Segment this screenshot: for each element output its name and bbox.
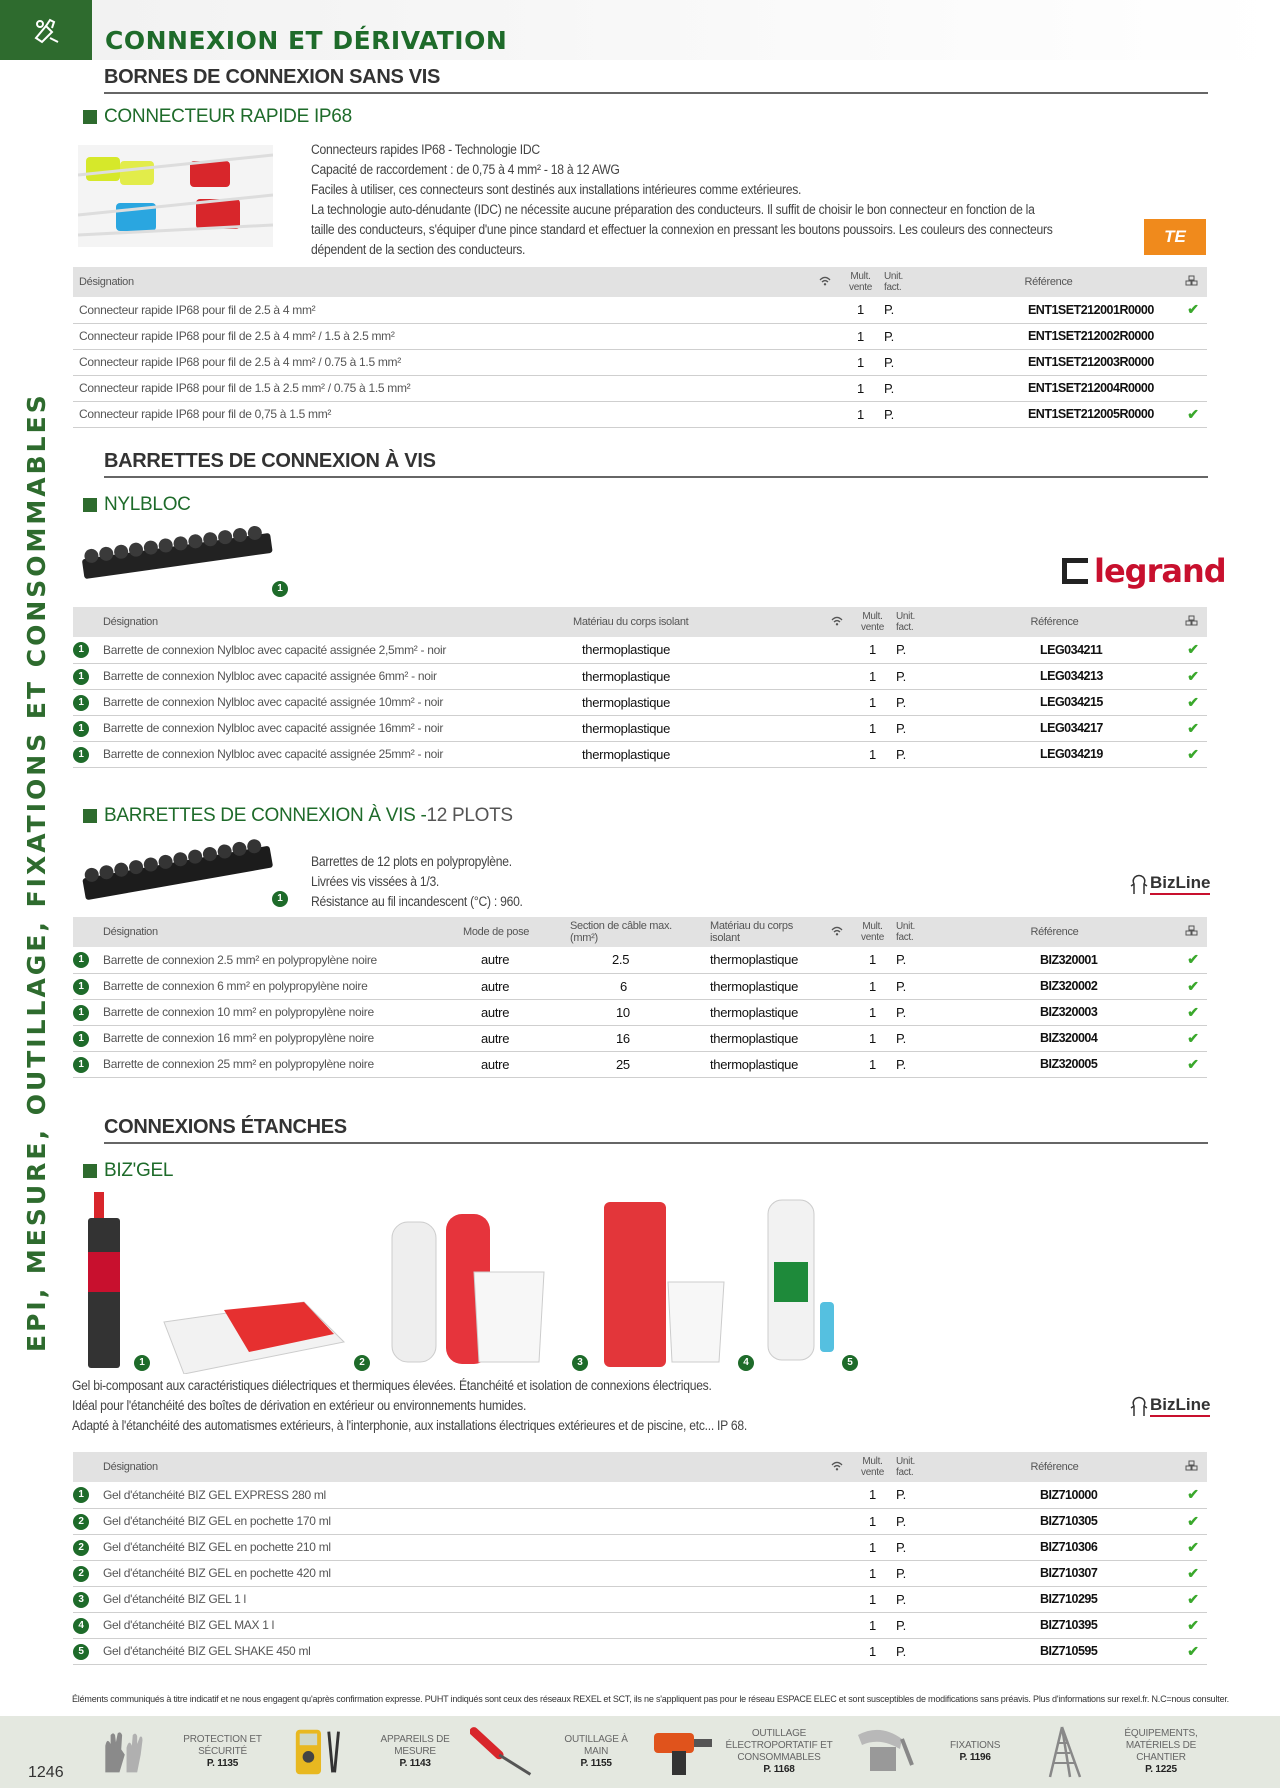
table-row xyxy=(73,1482,1207,1508)
section1-description xyxy=(311,140,1053,260)
table-row xyxy=(73,1586,1207,1612)
mode: autre xyxy=(457,999,564,1025)
reference[interactable]: BIZ320005 xyxy=(930,1051,1179,1077)
mult: 1 xyxy=(855,663,890,689)
stock-icon xyxy=(1179,1452,1207,1482)
unit: P. xyxy=(890,1534,930,1560)
subsection-label: NYLBLOC xyxy=(104,494,191,515)
nav-fixations[interactable] xyxy=(850,1724,1020,1780)
col-designation: Désignation xyxy=(97,1452,825,1482)
subsection-label: BIZ'GEL xyxy=(104,1160,174,1181)
wifi-icon xyxy=(813,267,843,297)
check-icon: ✔ xyxy=(1179,689,1207,715)
image-number-badge: 3 xyxy=(572,1355,588,1371)
check-icon: ✔ xyxy=(1179,1482,1207,1508)
bizline-mascot-icon xyxy=(1128,872,1150,896)
item-number-badge: 1 xyxy=(73,1057,89,1073)
item-number-badge: 4 xyxy=(73,1618,89,1634)
designation: Gel d'étanchéité BIZ GEL MAX 1 l xyxy=(97,1612,825,1638)
table-row xyxy=(73,1560,1207,1586)
item-number-badge: 1 xyxy=(73,1031,89,1047)
nav-label: ÉQUIPEMENTS, MATÉRIELS DE CHANTIER xyxy=(1124,1728,1198,1763)
col-mult: Mult. vente xyxy=(855,917,890,947)
clamp-icon xyxy=(850,1725,920,1779)
item-number-badge: 1 xyxy=(73,1005,89,1021)
col-designation: Désignation xyxy=(97,917,457,947)
unit: P. xyxy=(878,297,918,323)
reference[interactable]: BIZ710306 xyxy=(930,1534,1179,1560)
unit: P. xyxy=(890,1612,930,1638)
materiau: thermoplastique xyxy=(704,973,825,999)
desc-line: Adapté à l'étanchéité des automatismes extérieurs, à l'interphonie, aux installations électriques extérieures et de piscine, etc... IP 68. xyxy=(72,1418,747,1433)
check-icon: ✔ xyxy=(1179,297,1207,323)
mult: 1 xyxy=(855,637,890,663)
mult: 1 xyxy=(855,715,890,741)
table-row xyxy=(73,1638,1207,1664)
mode: autre xyxy=(457,973,564,999)
mode: autre xyxy=(457,1025,564,1051)
table-row xyxy=(73,689,1207,715)
page-title: CONNEXION ET DÉRIVATION xyxy=(105,26,508,55)
col-mult: Mult. vente xyxy=(855,607,890,637)
table-row xyxy=(73,349,1207,375)
nav-page: P. 1135 xyxy=(206,1758,239,1769)
connecteur-table xyxy=(73,267,1207,428)
check-icon: ✔ xyxy=(1179,999,1207,1025)
nav-page: P. 1225 xyxy=(1145,1764,1177,1775)
designation: Barrette de connexion 6 mm² en polypropylène noire xyxy=(97,973,457,999)
desc-line: La technologie auto-dénudante (IDC) ne nécessite aucune préparation des conducteurs. Il suffit de choisir le bon connecteur en fonction de la xyxy=(311,202,1035,217)
unit: P. xyxy=(890,999,930,1025)
nav-page: P. 1143 xyxy=(399,1758,431,1769)
check-icon: ✔ xyxy=(1179,1025,1207,1051)
bullet-square xyxy=(83,1164,97,1178)
designation: Barrette de connexion 16 mm² en polypropylène noire xyxy=(97,1025,457,1051)
mult: 1 xyxy=(855,1508,890,1534)
nav-label: OUTILLAGE À MAIN xyxy=(564,1734,628,1757)
reference[interactable]: ENT1SET212003R0000 xyxy=(918,349,1179,375)
section-title-connexions-etanches: CONNEXIONS ÉTANCHES xyxy=(104,1116,1208,1144)
barrettes-12-plots-table xyxy=(73,917,1207,1078)
bizgel-products-image xyxy=(74,1192,834,1374)
item-number-badge: 1 xyxy=(73,642,89,658)
designation: Barrette de connexion Nylbloc avec capacité assignée 2,5mm² - noir xyxy=(97,637,567,663)
item-number-badge: 2 xyxy=(73,1540,89,1556)
image-number-badge: 1 xyxy=(134,1355,150,1371)
section: 6 xyxy=(564,973,704,999)
page-number: 1246 xyxy=(28,1764,64,1781)
table-row xyxy=(73,663,1207,689)
table-row xyxy=(73,401,1207,427)
unit: P. xyxy=(878,323,918,349)
wifi-icon xyxy=(825,917,855,947)
section3-description xyxy=(311,852,523,912)
section-title-barrettes: BARRETTES DE CONNEXION À VIS xyxy=(104,450,1208,478)
te-logo: TE xyxy=(1144,219,1206,255)
check-icon: ✔ xyxy=(1179,1051,1207,1077)
reference[interactable]: BIZ710305 xyxy=(930,1508,1179,1534)
nav-label: APPAREILS DE MESURE xyxy=(380,1734,450,1757)
side-category-text: EPI, MESURE, OUTILLAGE, FIXATIONS ET CONSOMMABLES xyxy=(22,392,51,1352)
item-number-badge: 1 xyxy=(73,721,89,737)
designation: Barrette de connexion 25 mm² en polypropylène noire xyxy=(97,1051,457,1077)
desc-line: taille des conducteurs, s'équiper d'une pince standard et effectuer la connexion en pressant les boutons poussoirs. Les couleurs des connecteurs xyxy=(311,222,1053,237)
section4-description xyxy=(72,1376,747,1436)
col-designation: Désignation xyxy=(97,607,567,637)
desc-line: Livrées vis vissées à 1/3. xyxy=(311,874,440,889)
mult: 1 xyxy=(855,1534,890,1560)
mult: 1 xyxy=(855,1638,890,1664)
table-row xyxy=(73,375,1207,401)
unit: P. xyxy=(890,1051,930,1077)
check-icon: ✔ xyxy=(1179,1508,1207,1534)
unit: P. xyxy=(890,1586,930,1612)
mult: 1 xyxy=(843,323,878,349)
mult: 1 xyxy=(855,689,890,715)
desc-line: Barrettes de 12 plots en polypropylène. xyxy=(311,854,512,869)
materiau: thermoplastique xyxy=(704,1025,825,1051)
col-designation: Désignation xyxy=(73,267,813,297)
check-icon: ✔ xyxy=(1179,1534,1207,1560)
mult: 1 xyxy=(855,741,890,767)
mode: autre xyxy=(457,947,564,973)
reference[interactable]: LEG034213 xyxy=(930,663,1179,689)
mode: autre xyxy=(457,1051,564,1077)
check-icon: ✔ xyxy=(1179,401,1207,427)
table-row xyxy=(73,715,1207,741)
bizline-logo xyxy=(1128,872,1210,896)
col-section: Section de câble max. (mm²) xyxy=(564,917,704,947)
legrand-logo xyxy=(1062,552,1226,590)
mult: 1 xyxy=(855,1560,890,1586)
table-row xyxy=(73,297,1207,323)
header-icon-box xyxy=(0,0,92,60)
col-reference: Référence xyxy=(930,917,1179,947)
nav-outillage-main[interactable] xyxy=(470,1724,640,1780)
mult: 1 xyxy=(855,999,890,1025)
reference[interactable]: BIZ710295 xyxy=(930,1586,1179,1612)
multimeter-icon xyxy=(290,1725,348,1779)
desc-line: Connecteurs rapides IP68 - Technologie IDC xyxy=(311,142,540,157)
unit: P. xyxy=(890,637,930,663)
item-number-badge: 3 xyxy=(73,1592,89,1608)
power-drill-icon xyxy=(650,1725,716,1779)
col-unit: Unit. fact. xyxy=(890,607,930,637)
reference[interactable]: LEG034211 xyxy=(930,637,1179,663)
subsection-title-bizgel xyxy=(83,1160,173,1182)
unit: P. xyxy=(890,663,930,689)
table-row xyxy=(73,323,1207,349)
reference[interactable]: ENT1SET212001R0000 xyxy=(918,297,1179,323)
desc-line: dépendent de la section des conducteurs. xyxy=(311,242,526,257)
electrician-tools-icon xyxy=(28,12,64,48)
unit: P. xyxy=(890,1482,930,1508)
designation: Gel d'étanchéité BIZ GEL en pochette 420 ml xyxy=(97,1560,825,1586)
unit: P. xyxy=(878,401,918,427)
desc-line: Gel bi-composant aux caractéristiques diélectriques et thermiques élevées. Étanchéité et isolation de connexions électriques. xyxy=(72,1378,712,1393)
designation: Gel d'étanchéité BIZ GEL en pochette 210 ml xyxy=(97,1534,825,1560)
nylbloc-image xyxy=(80,524,275,584)
subsection-title-nylbloc xyxy=(83,494,191,516)
nav-label: FIXATIONS xyxy=(950,1740,1001,1751)
mult: 1 xyxy=(855,1025,890,1051)
mult: 1 xyxy=(843,349,878,375)
nav-label: OUTILLAGE ÉLECTROPORTATIF ET CONSOMMABLES xyxy=(725,1728,833,1763)
image-number-badge: 2 xyxy=(354,1355,370,1371)
col-reference: Référence xyxy=(930,1452,1179,1482)
designation: Connecteur rapide IP68 pour fil de 2.5 à 4 mm² / 1.5 à 2.5 mm² xyxy=(73,323,813,349)
item-number-badge: 1 xyxy=(73,1487,89,1503)
check-icon: ✔ xyxy=(1179,715,1207,741)
nav-protection-securite[interactable] xyxy=(100,1724,280,1780)
section: 25 xyxy=(564,1051,704,1077)
barrette-12-plots-image xyxy=(80,834,275,904)
subsection-title-connecteur xyxy=(83,106,352,128)
unit: P. xyxy=(878,375,918,401)
nylbloc-table xyxy=(73,607,1207,768)
designation: Barrette de connexion Nylbloc avec capacité assignée 16mm² - noir xyxy=(97,715,567,741)
col-mode: Mode de pose xyxy=(457,917,564,947)
check-icon: ✔ xyxy=(1179,741,1207,767)
check-icon: ✔ xyxy=(1179,1612,1207,1638)
table-row xyxy=(73,999,1207,1025)
materiau: thermoplastique xyxy=(567,689,825,715)
image-number-badge: 1 xyxy=(272,581,288,597)
item-number-badge: 1 xyxy=(73,747,89,763)
mult: 1 xyxy=(855,1586,890,1612)
section: 16 xyxy=(564,1025,704,1051)
nav-page: P. 1196 xyxy=(959,1752,991,1763)
check-icon: ✔ xyxy=(1179,663,1207,689)
designation: Barrette de connexion Nylbloc avec capacité assignée 10mm² - noir xyxy=(97,689,567,715)
subsection-label-light: 12 PLOTS xyxy=(426,805,513,826)
reference[interactable]: BIZ710595 xyxy=(930,1638,1179,1664)
item-number-badge: 1 xyxy=(73,695,89,711)
screwdriver-icon xyxy=(470,1725,538,1779)
check-icon: ✔ xyxy=(1179,1638,1207,1664)
col-unit: Unit. fact. xyxy=(890,917,930,947)
reference[interactable]: LEG034217 xyxy=(930,715,1179,741)
nav-equipements-chantier[interactable] xyxy=(1040,1724,1240,1780)
check-icon xyxy=(1179,375,1207,401)
check-icon: ✔ xyxy=(1179,973,1207,999)
mult: 1 xyxy=(843,401,878,427)
nav-page: P. 1168 xyxy=(763,1764,795,1775)
unit: P. xyxy=(878,349,918,375)
item-number-badge: 2 xyxy=(73,1566,89,1582)
check-icon xyxy=(1179,349,1207,375)
legal-footnote: Éléments communiqués à titre indicatif et ne nous engagent qu'après confirmation expresse. PUHT indiqués sont ceux des réseaux REXEL et SCT, ils ne s'appliquent pas pour le réseau ESPACE ELEC et sont susceptibles de modifications sans préavis. Plus d'informations sur rexel.fr. N.C=nous consulter. xyxy=(72,1694,1229,1704)
legrand-mark-icon xyxy=(1062,558,1088,584)
item-number-badge: 2 xyxy=(73,1514,89,1530)
gloves-icon xyxy=(100,1725,153,1779)
subsection-title-12-plots xyxy=(83,805,513,827)
reference[interactable]: ENT1SET212004R0000 xyxy=(918,375,1179,401)
mult: 1 xyxy=(855,1612,890,1638)
table-row xyxy=(73,637,1207,663)
col-unit: Unit. fact. xyxy=(878,267,918,297)
table-row xyxy=(73,1534,1207,1560)
stock-icon xyxy=(1179,917,1207,947)
subsection-label: BARRETTES DE CONNEXION À VIS - xyxy=(104,805,427,826)
image-number-badge: 4 xyxy=(738,1355,754,1371)
mult: 1 xyxy=(855,1482,890,1508)
section: 2.5 xyxy=(564,947,704,973)
check-icon xyxy=(1179,323,1207,349)
mult: 1 xyxy=(855,973,890,999)
mult: 1 xyxy=(855,947,890,973)
bullet-square xyxy=(83,809,97,823)
reference[interactable]: BIZ710000 xyxy=(930,1482,1179,1508)
bizline-wordmark: BizLine xyxy=(1150,873,1210,895)
col-materiau: Matériau du corps isolant xyxy=(704,917,825,947)
item-number-badge: 1 xyxy=(73,669,89,685)
wifi-icon xyxy=(825,607,855,637)
unit: P. xyxy=(890,1638,930,1664)
materiau: thermoplastique xyxy=(704,947,825,973)
nav-outillage-electroportatif[interactable] xyxy=(650,1724,840,1780)
col-reference: Référence xyxy=(930,607,1179,637)
desc-line: Idéal pour l'étanchéité des boîtes de dérivation en extérieur ou environnements humides. xyxy=(72,1398,527,1413)
desc-line: Faciles à utiliser, ces connecteurs sont destinés aux installations intérieures comme extérieures. xyxy=(311,182,802,197)
table-row xyxy=(73,1508,1207,1534)
unit: P. xyxy=(890,715,930,741)
reference[interactable]: BIZ320003 xyxy=(930,999,1179,1025)
reference[interactable]: BIZ320004 xyxy=(930,1025,1179,1051)
wifi-icon xyxy=(825,1452,855,1482)
stock-icon xyxy=(1179,267,1207,297)
mult: 1 xyxy=(855,1051,890,1077)
designation: Gel d'étanchéité BIZ GEL en pochette 170 ml xyxy=(97,1508,825,1534)
materiau: thermoplastique xyxy=(704,1051,825,1077)
item-number-badge: 1 xyxy=(73,952,89,968)
unit: P. xyxy=(890,741,930,767)
reference[interactable]: ENT1SET212002R0000 xyxy=(918,323,1179,349)
bullet-square xyxy=(83,110,97,124)
bizline-logo xyxy=(1128,1394,1210,1418)
materiau: thermoplastique xyxy=(567,741,825,767)
col-reference: Référence xyxy=(918,267,1179,297)
table-row xyxy=(73,947,1207,973)
unit: P. xyxy=(890,947,930,973)
table-row xyxy=(73,1051,1207,1077)
check-icon: ✔ xyxy=(1179,1560,1207,1586)
reference[interactable]: BIZ710395 xyxy=(930,1612,1179,1638)
reference[interactable]: LEG034215 xyxy=(930,689,1179,715)
desc-line: Résistance au fil incandescent (°C) : 960. xyxy=(311,894,523,909)
unit: P. xyxy=(890,1025,930,1051)
col-mult: Mult. vente xyxy=(843,267,878,297)
bizline-mascot-icon xyxy=(1128,1394,1150,1418)
col-materiau: Matériau du corps isolant xyxy=(567,607,825,637)
nav-page: P. 1155 xyxy=(580,1758,612,1769)
bizline-wordmark: BizLine xyxy=(1150,1395,1210,1417)
designation: Gel d'étanchéité BIZ GEL SHAKE 450 ml xyxy=(97,1638,825,1664)
unit: P. xyxy=(890,689,930,715)
reference[interactable]: BIZ320001 xyxy=(930,947,1179,973)
reference[interactable]: ENT1SET212005R0000 xyxy=(918,401,1179,427)
table-row xyxy=(73,741,1207,767)
legrand-wordmark: legrand xyxy=(1094,552,1226,590)
designation: Barrette de connexion Nylbloc avec capacité assignée 6mm² - noir xyxy=(97,663,567,689)
col-mult: Mult. vente xyxy=(855,1452,890,1482)
section: 10 xyxy=(564,999,704,1025)
designation: Connecteur rapide IP68 pour fil de 0,75 à 1.5 mm² xyxy=(73,401,813,427)
designation: Connecteur rapide IP68 pour fil de 2.5 à 4 mm² / 0.75 à 1.5 mm² xyxy=(73,349,813,375)
image-number-badge: 5 xyxy=(842,1355,858,1371)
table-row xyxy=(73,973,1207,999)
reference[interactable]: LEG034219 xyxy=(930,741,1179,767)
table-row xyxy=(73,1025,1207,1051)
materiau: thermoplastique xyxy=(567,663,825,689)
nav-appareils-mesure[interactable] xyxy=(290,1724,470,1780)
unit: P. xyxy=(890,1508,930,1534)
subsection-label: CONNECTEUR RAPIDE IP68 xyxy=(104,106,352,127)
stock-icon xyxy=(1179,607,1207,637)
unit: P. xyxy=(890,1560,930,1586)
reference[interactable]: BIZ320002 xyxy=(930,973,1179,999)
reference[interactable]: BIZ710307 xyxy=(930,1560,1179,1586)
designation: Barrette de connexion 10 mm² en polypropylène noire xyxy=(97,999,457,1025)
check-icon: ✔ xyxy=(1179,1586,1207,1612)
designation: Connecteur rapide IP68 pour fil de 2.5 à 4 mm² xyxy=(73,297,813,323)
materiau: thermoplastique xyxy=(704,999,825,1025)
designation: Gel d'étanchéité BIZ GEL EXPRESS 280 ml xyxy=(97,1482,825,1508)
ladder-icon xyxy=(1040,1725,1090,1779)
table-row xyxy=(73,1612,1207,1638)
check-icon: ✔ xyxy=(1179,947,1207,973)
col-unit: Unit. fact. xyxy=(890,1452,930,1482)
bizgel-table xyxy=(73,1452,1207,1665)
designation: Gel d'étanchéité BIZ GEL 1 l xyxy=(97,1586,825,1612)
materiau: thermoplastique xyxy=(567,637,825,663)
item-number-badge: 1 xyxy=(73,979,89,995)
check-icon: ✔ xyxy=(1179,637,1207,663)
desc-line: Capacité de raccordement : de 0,75 à 4 mm² - 18 à 12 AWG xyxy=(311,162,620,177)
designation: Barrette de connexion 2.5 mm² en polypropylène noire xyxy=(97,947,457,973)
bullet-square xyxy=(83,498,97,512)
nav-label: PROTECTION ET SÉCURITÉ xyxy=(183,1734,262,1757)
mult: 1 xyxy=(843,375,878,401)
image-number-badge: 1 xyxy=(272,891,288,907)
item-number-badge: 5 xyxy=(73,1644,89,1660)
unit: P. xyxy=(890,973,930,999)
materiau: thermoplastique xyxy=(567,715,825,741)
mult: 1 xyxy=(843,297,878,323)
designation: Connecteur rapide IP68 pour fil de 1.5 à 2.5 mm² / 0.75 à 1.5 mm² xyxy=(73,375,813,401)
ip68-connector-image xyxy=(78,145,273,247)
designation: Barrette de connexion Nylbloc avec capacité assignée 25mm² - noir xyxy=(97,741,567,767)
section-title-bornes: BORNES DE CONNEXION SANS VIS xyxy=(104,66,1208,94)
